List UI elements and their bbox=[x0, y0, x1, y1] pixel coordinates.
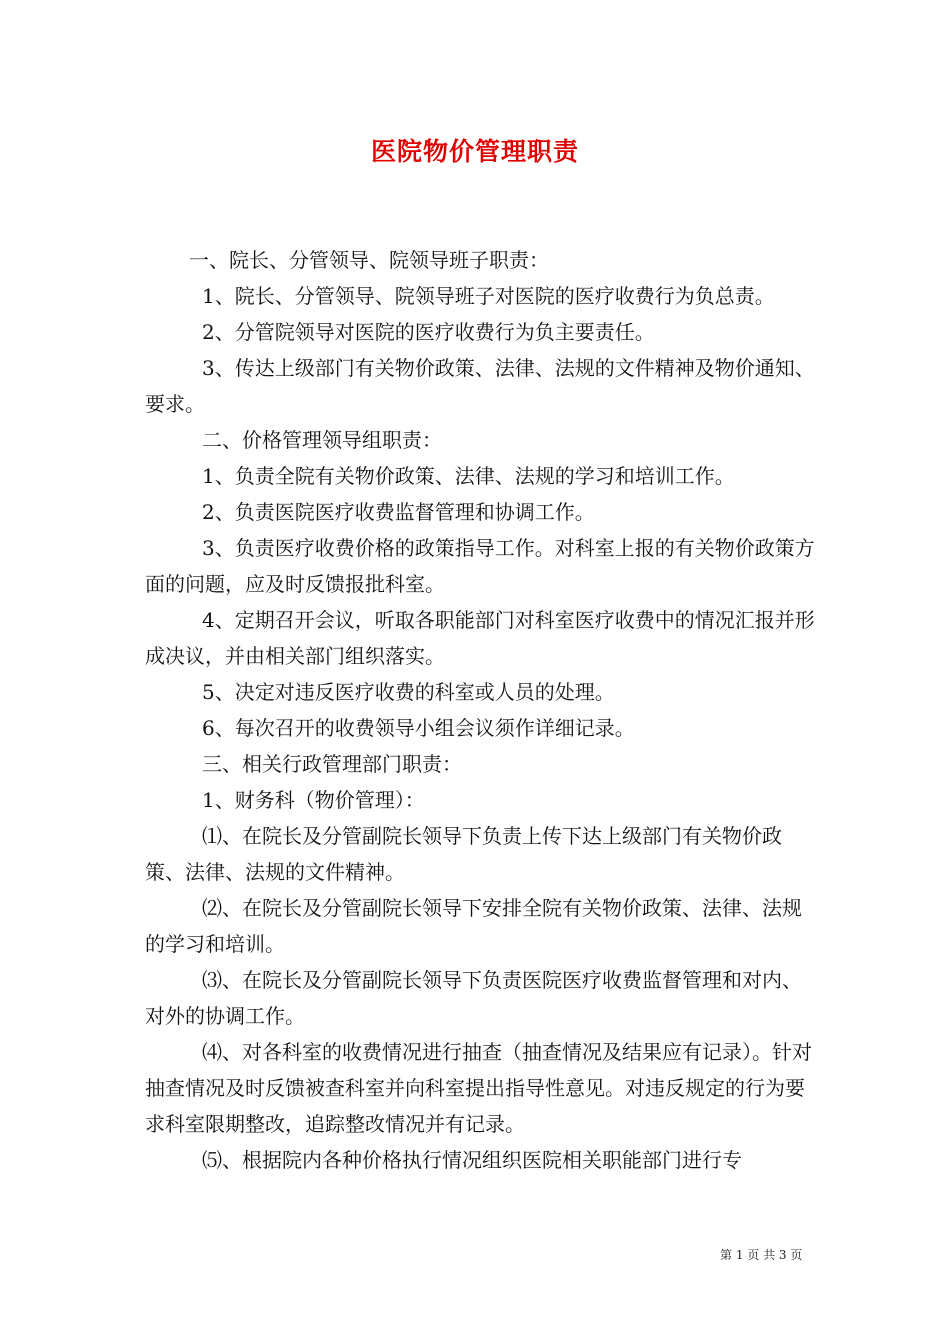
paragraph: 5、决定对违反医疗收费的科室或人员的处理。 bbox=[202, 680, 615, 704]
paragraph: 6、每次召开的收费领导小组会议须作详细记录。 bbox=[202, 716, 635, 740]
paragraph: ⑸、根据院内各种价格执行情况组织医院相关职能部门进行专 bbox=[202, 1148, 742, 1172]
page-title: 医院物价管理职责 bbox=[370, 137, 579, 166]
paragraph: 2、分管院领导对医院的医疗收费行为负主要责任。 bbox=[202, 320, 655, 344]
paragraph: 3、传达上级部门有关物价政策、法律、法规的文件精神及物价通知、要求。 bbox=[145, 356, 815, 416]
paragraph: ⑶、在院长及分管副院长领导下负责医院医疗收费监督管理和对内、对外的协调工作。 bbox=[145, 968, 802, 1028]
paragraph: 1、财务科（物价管理）： bbox=[202, 788, 425, 812]
paragraph: 1、负责全院有关物价政策、法律、法规的学习和培训工作。 bbox=[202, 464, 735, 488]
page-number-footer: 第 1 页 共 3 页 bbox=[720, 1248, 803, 1262]
paragraph: 二、价格管理领导组职责： bbox=[202, 428, 442, 452]
paragraph: 三、相关行政管理部门职责： bbox=[202, 752, 462, 776]
paragraph: ⑴、在院长及分管副院长领导下负责上传下达上级部门有关物价政策、法律、法规的文件精神。 bbox=[145, 824, 782, 884]
paragraph: 4、定期召开会议，听取各职能部门对科室医疗收费中的情况汇报并形成决议，并由相关部门组织落实。 bbox=[145, 608, 815, 668]
paragraph: 1、院长、分管领导、院领导班子对医院的医疗收费行为负总责。 bbox=[202, 284, 775, 308]
paragraph: 一、院长、分管领导、院领导班子职责： bbox=[189, 248, 549, 272]
document-body bbox=[145, 242, 815, 1178]
paragraph: 3、负责医疗收费价格的政策指导工作。对科室上报的有关物价政策方面的问题，应及时反馈报批科室。 bbox=[145, 536, 815, 596]
paragraph: ⑷、对各科室的收费情况进行抽查（抽查情况及结果应有记录）。针对抽查情况及时反馈被查科室并向科室提出指导性意见。对违反规定的行为要求科室限期整改，追踪整改情况并有记录。 bbox=[145, 1040, 812, 1136]
paragraph: 2、负责医院医疗收费监督管理和协调工作。 bbox=[202, 500, 595, 524]
paragraph: ⑵、在院长及分管副院长领导下安排全院有关物价政策、法律、法规的学习和培训。 bbox=[145, 896, 802, 956]
